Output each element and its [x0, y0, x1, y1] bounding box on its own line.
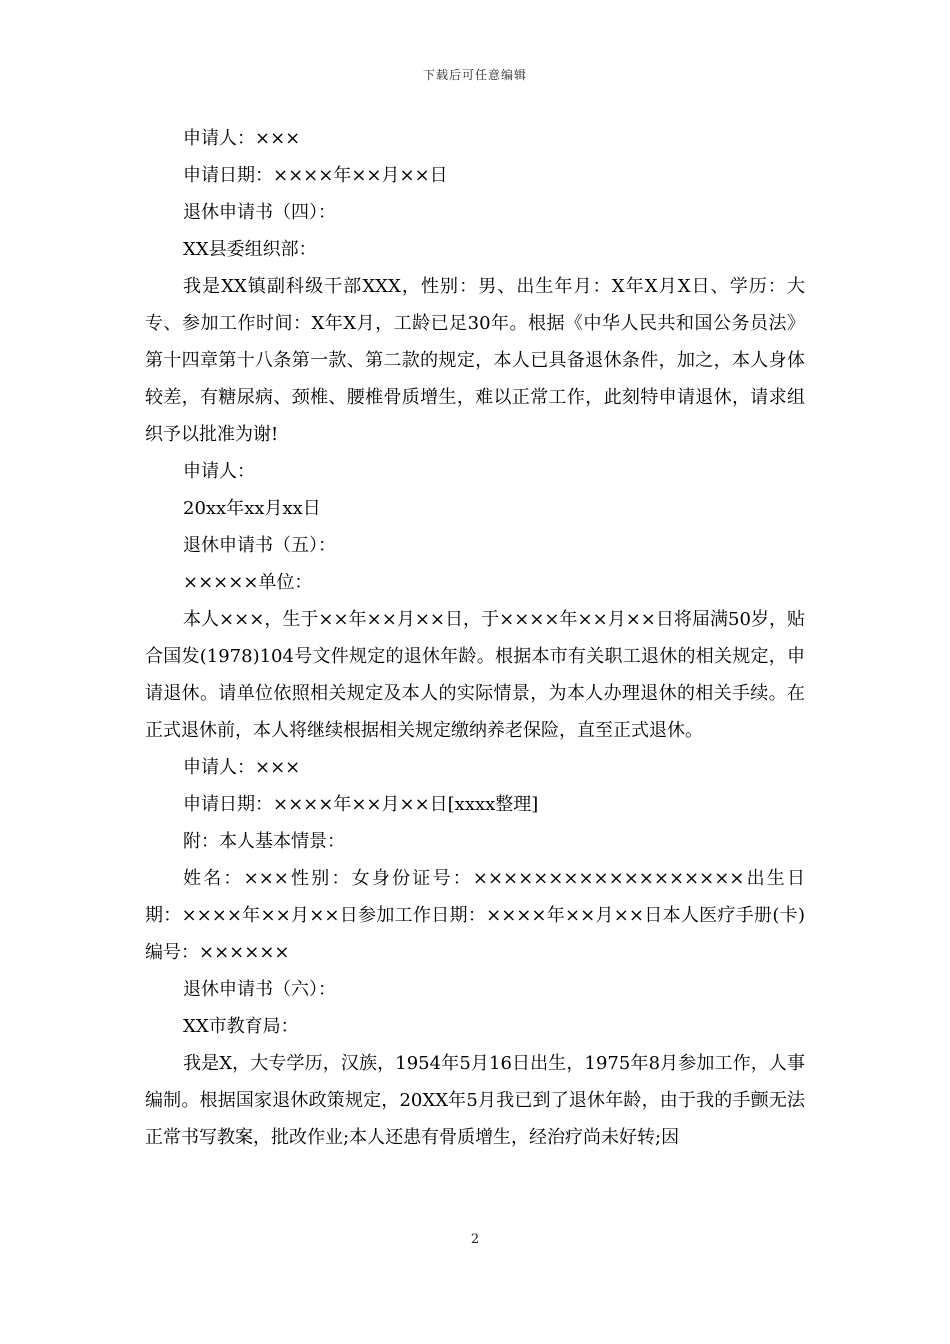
section-title-6: 退休申请书（六）： — [183, 979, 336, 1000]
page-header: 下载后可任意编辑 — [422, 68, 527, 82]
document-body — [145, 120, 805, 1156]
appendix-title: 附：本人基本情景： — [183, 831, 345, 852]
addressee-line: XX县委组织部： — [183, 239, 317, 260]
page-number: 2 — [470, 1232, 480, 1247]
date-line: 20xx年xx月xx日 — [183, 498, 321, 519]
addressee-line: ×××××单位： — [183, 572, 313, 593]
body-paragraph: 我是XX镇副科级干部XXX，性别：男、出生年月：X年X月X日、学历：大专、参加工作时间：X年X月，工龄已足30年。根据《中华人民共和国公务员法》第十四章第十八条第一款、第二款的规定，本人已具备退休条件，加之，本人身体较差，有糖尿病、颈椎、腰椎骨质增生，难以正常工作，此刻特申请退休，请求组织予以批准为谢! — [145, 276, 805, 445]
personal-info-paragraph: 姓名：×××性别：女身份证号：××××××××××××××××××出生日期：××××年××月××日参加工作日期：××××年××月××日本人医疗手册(卡)编号：×××××× — [145, 868, 805, 963]
application-date-line: 申请日期：××××年××月××日 — [183, 165, 448, 186]
addressee-line: XX市教育局： — [183, 1016, 299, 1037]
applicant-line: 申请人：××× — [183, 128, 301, 149]
applicant-line: 申请人： — [183, 461, 255, 482]
section-title-4: 退休申请书（四）： — [183, 202, 336, 223]
body-paragraph: 本人×××，生于××年××月××日，于××××年××月××日将届满50岁，贴合国发(1978)104号文件规定的退休年龄。根据本市有关职工退休的相关规定，申请退休。请单位依照相关规定及本人的实际情景，为本人办理退休的相关手续。在正式退休前，本人将继续根据相关规定缴纳养老保险，直至正式退休。 — [145, 609, 805, 741]
applicant-line: 申请人：××× — [183, 757, 301, 778]
section-title-5: 退休申请书（五）： — [183, 535, 336, 556]
application-date-line: 申请日期：××××年××月××日[xxxx整理] — [183, 794, 539, 815]
body-paragraph: 我是X，大专学历，汉族，1954年5月16日出生，1975年8月参加工作，人事编制。根据国家退休政策规定，20XX年5月我已到了退休年龄，由于我的手颤无法正常书写教案，批改作业;本人还患有骨质增生，经治疗尚未好转;因 — [145, 1053, 805, 1148]
